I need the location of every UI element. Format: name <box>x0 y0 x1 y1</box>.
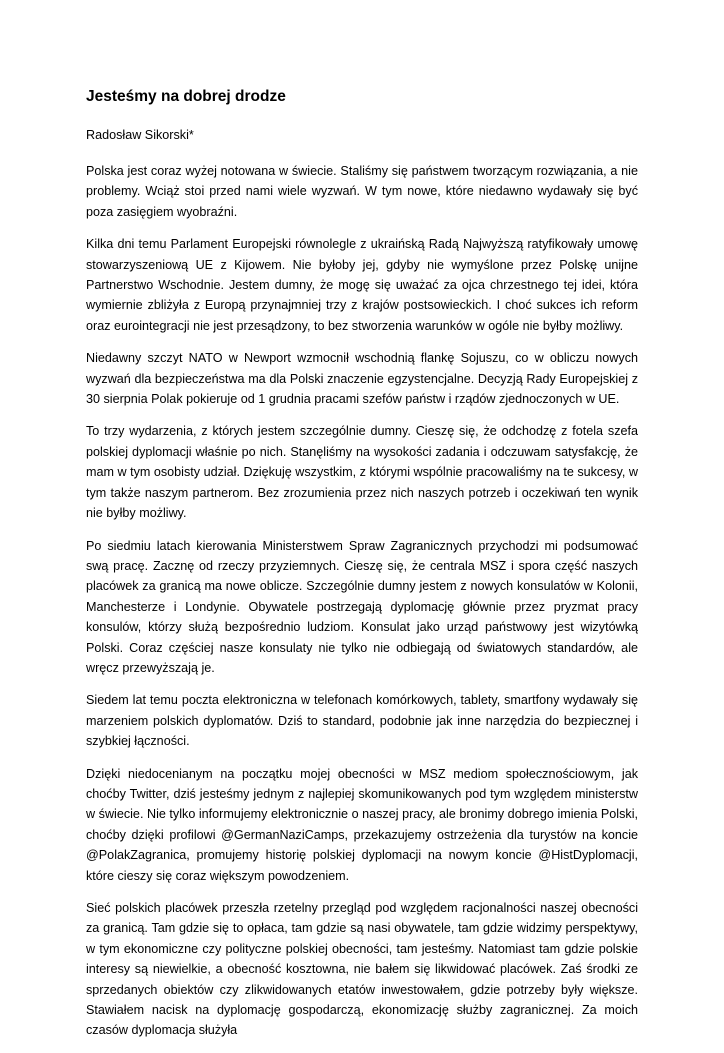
paragraph-6: Siedem lat temu poczta elektroniczna w telefonach komórkowych, tablety, smartfony wydawały się marzeniem polskich dyplomatów. Dziś to standard, podobnie jak inne narzędzia do bezpiecznej i szybkiej łączności. <box>86 693 638 749</box>
paragraph-2: Kilka dni temu Parlament Europejski równolegle z ukraińską Radą Najwyższą ratyfikowały umowę stowarzyszeniową UE z Kijowem. Nie byłoby jej, gdyby nie wymyślone przez Polskę unijne Partnerstwo Wschodnie. Jestem dumny, że mogę się uważać za ojca chrzestnego tej idei, która wymiernie zbliżyła z Europą przynajmniej trzy z krajów postsowieckich. I choć sukces ich reform oraz eurointegracji nie jest przesądzony, to bez stworzenia warunków w ogóle nie byłby możliwy. <box>86 237 638 333</box>
paragraph-5: Po siedmiu latach kierowania Ministerstwem Spraw Zagranicznych przychodzi mi podsumować swą pracę. Zacznę od rzeczy przyziemnych. Cieszę się, że centrala MSZ i spora część naszych placówek za granicą ma nowe oblicze. Szczególnie dumny jestem z nowych konsulatów w Kolonii, Manchesterze i Londynie. Obywatele postrzegają dyplomację głównie przez pryzmat pracy konsulów, którzy służą bezpośrednio ludziom. Konsulat jako urząd państwowy jest wizytówką Polski. Coraz częściej nasze konsulaty nie tylko nie odbiegają od światowych standardów, ale wręcz przewyższają je. <box>86 538 638 675</box>
author-name: Radosław Sikorski* <box>86 128 194 142</box>
paragraph-4: To trzy wydarzenia, z których jestem szczególnie dumny. Cieszę się, że odchodzę z fotela szefa polskiej dyplomacji właśnie po nich. Stanęliśmy na wysokości zadania i odczuwam satysfakcję, że mam w tym osobisty udział. Dziękuję wszystkim, z którymi wspólnie pracowaliśmy na te sukcesy, w tym także naszym partnerom. Bez zrozumienia przez nich naszych potrzeb i oczekiwań ten wynik nie byłby możliwy. <box>86 424 638 521</box>
document-page <box>86 86 638 1053</box>
paragraph-3: Niedawny szczyt NATO w Newport wzmocnił wschodnią flankę Sojuszu, co w obliczu nowych wyzwań dla bezpieczeństwa ma dla Polski znaczenie egzystencjalne. Decyzją Rady Europejskiej z 30 sierpnia Polak pokieruje od 1 grudnia pracami szefów państw i rządów zjednoczonych w UE. <box>86 351 638 407</box>
paragraph-7: Dzięki niedocenianym na początku mojej obecności w MSZ mediom społecznościowym, jak choćby Twitter, dziś jesteśmy jednym z najlepiej skomunikowanych pod tym względem ministerstw w świecie. Nie tylko informujemy elektronicznie o naszej pracy, ale bronimy dobrego imienia Polski, choćby dzięki profilowi @GermanNaziCamps, przekazujemy ostrzeżenia dla turystów na koncie @PolakZagranica, promujemy historię polskiej dyplomacji na nowym koncie @HistDyplomacji, które cieszy się coraz większym powodzeniem. <box>86 766 638 883</box>
paragraph-1: Polska jest coraz wyżej notowana w świecie. Staliśmy się państwem tworzącym rozwiązania, a nie problemy. Wciąż stoi przed nami wiele wyzwań. W tym nowe, które niedawno wydawały się być poza zasięgiem wyobraźni. <box>86 164 638 219</box>
page-title: Jesteśmy na dobrej drodze <box>86 88 286 105</box>
paragraph-8: Sieć polskich placówek przeszła rzetelny przegląd pod względem racjonalności naszej obecności za granicą. Tam gdzie się to opłaca, tam gdzie są nasi obywatele, tam gdzie widzimy perspektywy, w tym ekonomiczne czy polityczne polskiej obecności, tam jesteśmy. Natomiast tam gdzie polskie interesy są niewielkie, a obecność kosztowna, nie bałem się likwidować placówek. Zaś środki ze sprzedanych obiektów czy zlikwidowanych etatów inwestowałem, gdzie potrzeby były większe. Stawiałem nacisk na dyplomację gospodarczą, ekonomizację służby zagranicznej. Za moich czasów dyplomacja służyła <box>86 901 638 1038</box>
